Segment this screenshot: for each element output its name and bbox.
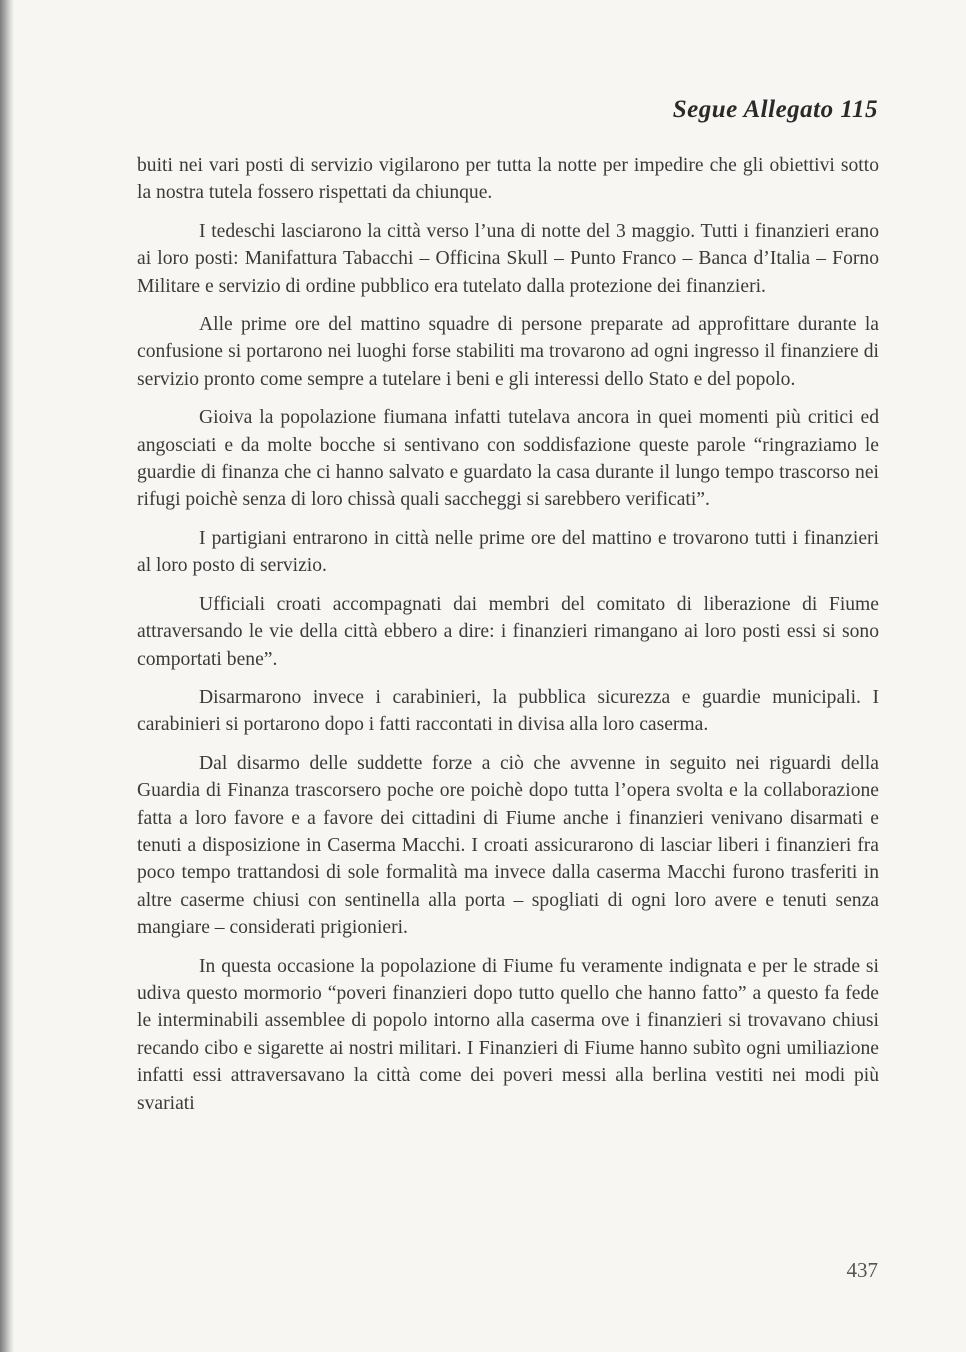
paragraph: Gioiva la popolazione fiumana infatti tutelava ancora in quei momenti più critici ed angosciati e da molte bocche si sentivano con soddisfazione queste parole “ringraziamo le guardie di finanza che ci hanno salvato e guardato la casa durante il lungo tempo trascorso nei rifugi poichè senza di loro chissà quali saccheggi si sarebbero verificati”. <box>137 407 879 511</box>
paragraph: Disarmarono invece i carabinieri, la pubblica sicurezza e guardie municipali. I carabinieri si portarono dopo i fatti raccontati in divisa alla loro caserma. <box>137 686 879 736</box>
paragraph: Alle prime ore del mattino squadre di persone preparate ad approfittare durante la confusione si portarono nei luoghi forse stabiliti ma trovarono ad ogni ingresso il finanziere di servizio pronto come sempre a tutelare i beni e gli interessi dello Stato e del popolo. <box>137 314 879 390</box>
running-header: Segue Allegato 115 <box>672 96 878 123</box>
page-number: 437 <box>846 1258 878 1282</box>
paragraph: I tedeschi lasciarono la città verso l’una di notte del 3 maggio. Tutti i finanzieri erano ai loro posti: Manifattura Tabacchi – Officina Skull – Punto Franco – Banca d’Italia – Forno Militare e servizio di ordine pubblico era tutelato dalla protezione dei finanzieri. <box>137 220 879 297</box>
book-spine-shadow <box>0 0 14 1352</box>
paragraph: Dal disarmo delle suddette forze a ciò che avvenne in seguito nei riguardi della Guardia di Finanza trascorsero poche ore poichè dopo tutta l’opera svolta e la collaborazione fatta a loro favore e a favore dei cittadini di Fiume anche i finanzieri venivano disarmati e tenuti a disposizione in Caserma Macchi. I croati assicurarono di lasciar liberi i finanzieri fra poco tempo trattandosi di sole formalità ma invece dalla caserma Macchi furono trasferiti in altre caserme chiusi con sentinella alla porta – spogliati di ogni loro avere e tenuti senza mangiare – considerati prigionieri. <box>137 752 879 939</box>
paragraph: Ufficiali croati accompagnati dai membri del comitato di liberazione di Fiume attraversando le vie della città ebbero a dire: i finanzieri rimangano ai loro posti essi si sono comportati bene”. <box>137 593 879 670</box>
paragraph-continuation: buiti nei vari posti di servizio vigilarono per tutta la notte per impedire che gli obiettivi sotto la nostra tutela fossero rispettati da chiunque. <box>137 155 879 204</box>
paragraph: In questa occasione la popolazione di Fiume fu veramente indignata e per le strade si udiva questo mormorio “poveri finanzieri dopo tutto quello che hanno fatto” a questo fa fede le interminabili assemblee di popolo intorno alla caserma ove i finanzieri si trovavano chiusi recando cibo e sigarette ai nostri militari. I Finanzieri di Fiume hanno subìto ogni umiliazione infatti essi attraversavano la città come dei poveri messi alla berlina vestiti nei modi più svariati <box>137 955 879 1114</box>
paragraph: I partigiani entrarono in città nelle prime ore del mattino e trovarono tutti i finanzieri al loro posto di servizio. <box>137 527 879 577</box>
body-text <box>137 152 879 1128</box>
